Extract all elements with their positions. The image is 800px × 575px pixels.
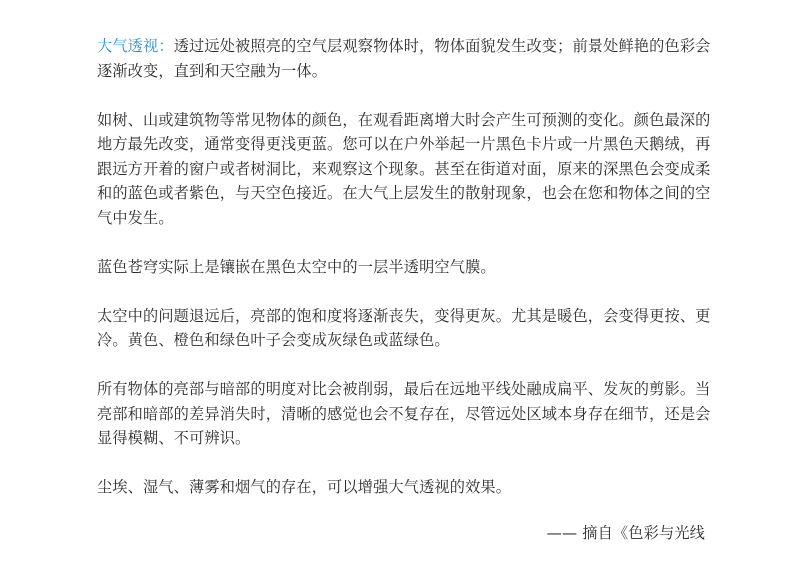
intro-paragraph [97, 34, 717, 83]
term-highlight: 大气透视： [97, 37, 174, 55]
paragraph-color-change: 如树、山或建筑物等常见物体的颜色，在观看距离增大时会产生可预测的变化。颜色最深的地方最先改变，通常变得更浅更蓝。您可以在户外举起一片黑色卡片或一片黑色天鹅绒，再跟远方开着的窗户或者树洞比，来观察这个现象。甚至在街道对面，原来的深黑色会变成柔和的蓝色或者紫色，与天空色接近。在大气上层发生的散射现象，也会在您和物体之间的空气中发生。 [97, 110, 711, 227]
paragraph-contrast: 所有物体的亮部与暗部的明度对比会被削弱，最后在远地平线处融成扁平、发灰的剪影。当亮部和暗部的差异消失时，清晰的感觉也会不复存在，尽管远处区域本身存在细节，还是会显得模糊、不可辨识。 [97, 380, 711, 447]
paragraph-blue-sky: 蓝色苍穹实际上是镶嵌在黑色太空中的一层半透明空气膜。 [97, 257, 496, 276]
term-definition: 透过远处被照亮的空气层观察物体时，物体面貌发生改变；前景处鲜艳的色彩会逐渐改变，直到和天空融为一体。 [97, 37, 711, 80]
paragraph-dust-haze: 尘埃、湿气、薄雾和烟气的存在，可以增强大气透视的效果。 [97, 478, 512, 496]
article-body [97, 34, 717, 524]
source-citation: —— 摘自《色彩与光线 [546, 524, 705, 542]
paragraph-saturation: 太空中的问题退远后，亮部的饱和度将逐渐丧失，变得更灰。尤其是暖色，会变得更按、更冷。黄色、橙色和绿色叶子会变成灰绿色或蓝绿色。 [97, 306, 711, 349]
